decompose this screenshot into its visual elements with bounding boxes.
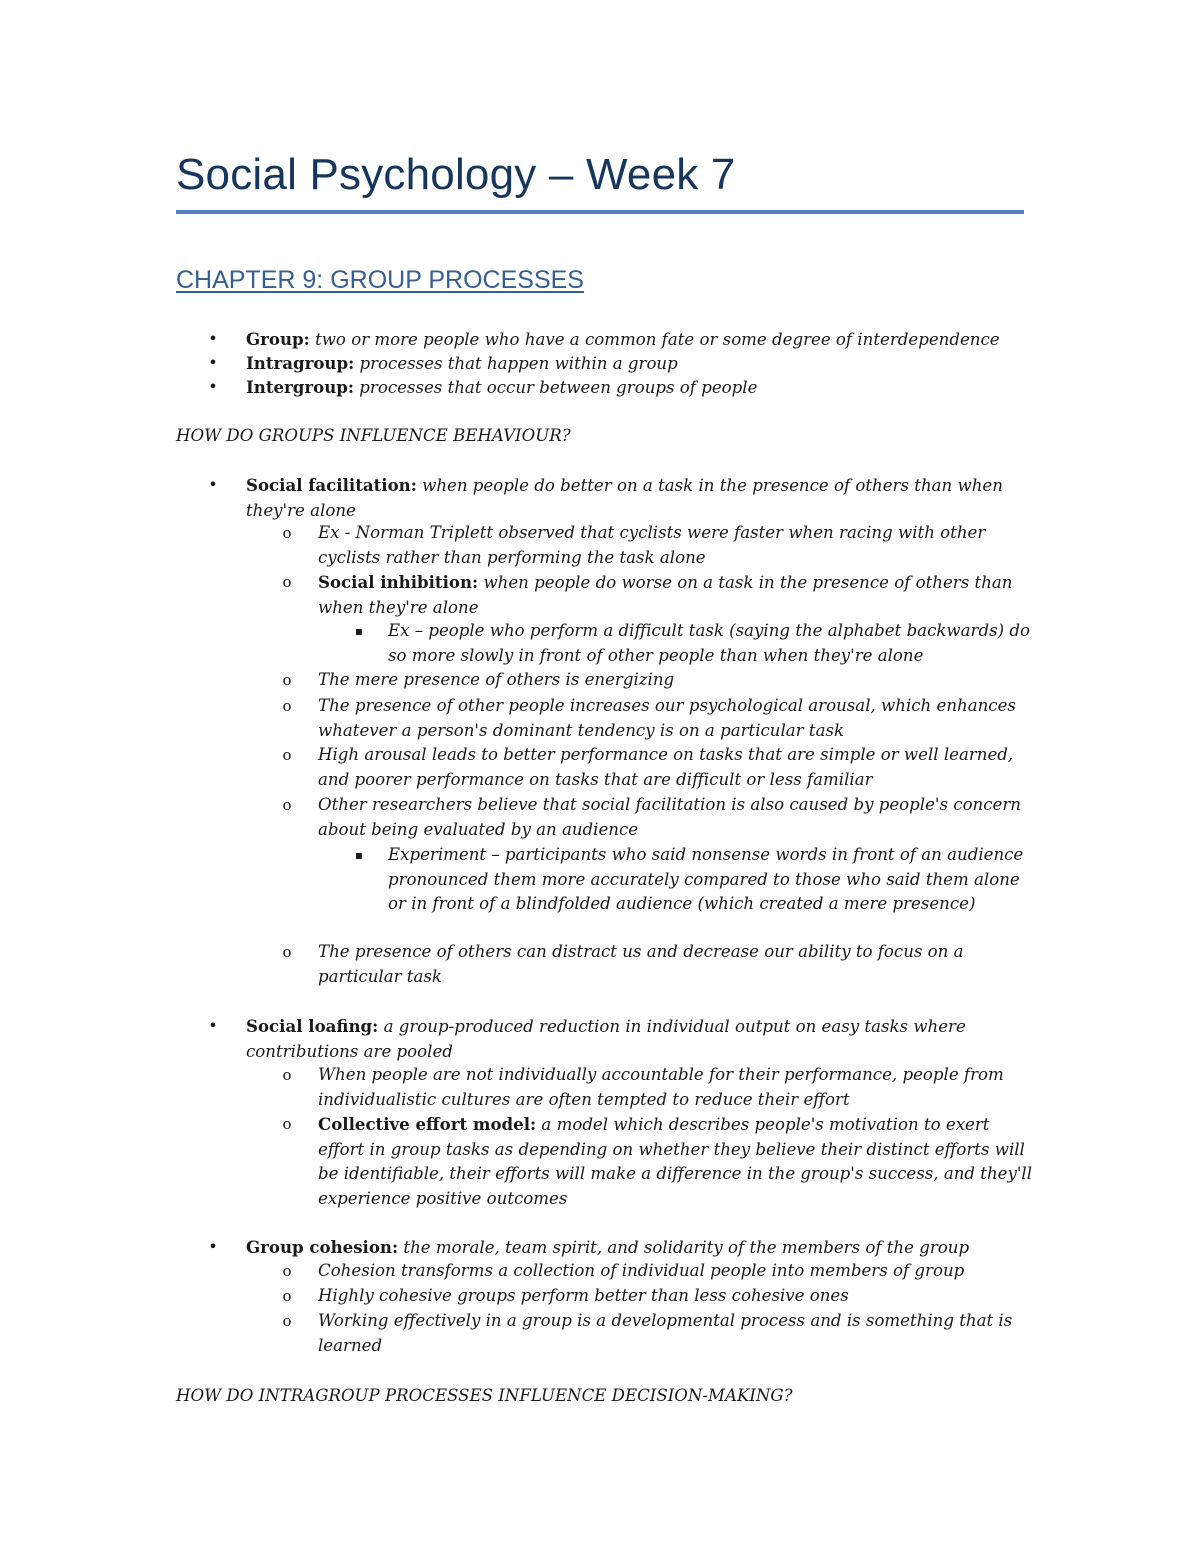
- section-question: HOW DO GROUPS INFLUENCE BEHAVIOUR?: [176, 426, 571, 445]
- sub-item-text: Cohesion transforms a collection of individual people into members of group: [318, 1261, 965, 1280]
- sub-bullet-marker: o: [282, 746, 292, 764]
- sub-item-text: Ex - Norman Triplett observed that cyclists were faster when racing with other cyclists rather than performing the task alone: [318, 523, 986, 567]
- sub-list-item: [282, 570, 1038, 620]
- term-label: Social facilitation:: [246, 475, 417, 495]
- bullet-marker: •: [208, 377, 218, 396]
- sub-list-item: [282, 743, 1038, 792]
- sub-sub-list-item: [354, 843, 1038, 917]
- chapter-heading: CHAPTER 9: GROUP PROCESSES: [176, 266, 584, 294]
- term-label: Intragroup:: [246, 353, 355, 373]
- sub-item-text: High arousal leads to better performance on tasks that are simple or well learned, and poorer performance on tasks that are difficult or less familiar: [318, 745, 1014, 789]
- bullet-marker: •: [208, 353, 218, 372]
- term-label: Intergroup:: [246, 377, 354, 397]
- sub-list-item: [282, 1259, 1038, 1284]
- sub-bullet-marker: o: [282, 796, 292, 814]
- term-definition: when people do better on a task in the presence of others than when they're alone: [246, 476, 1003, 520]
- list-item: [208, 1014, 1036, 1064]
- sub-item-text: The presence of other people increases our psychological arousal, which enhances whatever a person's dominant tendency is on a particular task: [318, 696, 1016, 740]
- sub-bullet-marker: o: [282, 1287, 292, 1305]
- square-bullet-marker: ▪: [354, 624, 364, 638]
- section-question: HOW DO INTRAGROUP PROCESSES INFLUENCE DECISION-MAKING?: [176, 1386, 793, 1405]
- sub-item-text: Highly cohesive groups perform better than less cohesive ones: [318, 1286, 849, 1305]
- term-label: Social inhibition:: [318, 572, 479, 592]
- list-item: [208, 473, 1036, 523]
- sub-bullet-marker: o: [282, 671, 292, 689]
- bullet-marker: •: [208, 1237, 218, 1256]
- sub-list-item: [282, 668, 1038, 693]
- term-label: Social loafing:: [246, 1016, 379, 1036]
- term-definition: processes that happen within a group: [359, 354, 678, 373]
- sub-item-text: Other researchers believe that social facilitation is also caused by people's concern about being evaluated by an audience: [318, 795, 1021, 839]
- sub-list-item: [282, 793, 1038, 842]
- sub-sub-list-item: [354, 619, 1038, 668]
- sub-item-text: Working effectively in a group is a developmental process and is something that is learned: [318, 1311, 1013, 1355]
- sub-bullet-marker: o: [282, 1115, 292, 1133]
- bullet-marker: •: [208, 475, 218, 494]
- sub-bullet-marker: o: [282, 697, 292, 715]
- sub-item-text: Experiment – participants who said nonsense words in front of an audience pronounced them more accurately compared to those who said them alone or in front of a blindfolded audience (which created a mere presence): [388, 845, 1024, 913]
- sub-bullet-marker: o: [282, 573, 292, 591]
- sub-item-text: The mere presence of others is energizing: [318, 670, 675, 689]
- term-label: Group cohesion:: [246, 1237, 399, 1257]
- term-definition: when people do worse on a task in the presence of others than when they're alone: [318, 573, 1013, 617]
- term-definition: two or more people who have a common fate or some degree of interdependence: [315, 330, 1000, 349]
- sub-list-item: [282, 521, 1038, 570]
- sub-item-text: Ex – people who perform a difficult task (saying the alphabet backwards) do so more slowly in front of other people than when they're alone: [388, 621, 1030, 665]
- list-item: [208, 375, 1036, 401]
- document-title: Social Psychology – Week 7: [176, 150, 736, 199]
- sub-item-text: The presence of others can distract us and decrease our ability to focus on a particular task: [318, 942, 964, 986]
- sub-list-item: [282, 1112, 1038, 1211]
- sub-list-item: [282, 1309, 1038, 1358]
- sub-bullet-marker: o: [282, 943, 292, 961]
- bullet-marker: •: [208, 1016, 218, 1035]
- sub-item-text: When people are not individually accountable for their performance, people from individualistic cultures are often tempted to reduce their effort: [318, 1065, 1004, 1109]
- sub-bullet-marker: o: [282, 1066, 292, 1084]
- square-bullet-marker: ▪: [354, 848, 364, 862]
- list-item: [208, 327, 1036, 353]
- sub-list-item: [282, 1063, 1038, 1112]
- term-definition: a group-produced reduction in individual output on easy tasks where contributions are pooled: [246, 1017, 966, 1061]
- list-item: [208, 1235, 1036, 1261]
- title-divider: [176, 210, 1024, 214]
- list-item: [208, 351, 1036, 377]
- term-definition: the morale, team spirit, and solidarity of the members of the group: [403, 1238, 970, 1257]
- term-definition: processes that occur between groups of people: [359, 378, 758, 397]
- bullet-marker: •: [208, 329, 218, 348]
- sub-list-item: [282, 1284, 1038, 1309]
- sub-bullet-marker: o: [282, 524, 292, 542]
- sub-bullet-marker: o: [282, 1312, 292, 1330]
- term-label: Collective effort model:: [318, 1114, 537, 1134]
- sub-bullet-marker: o: [282, 1262, 292, 1280]
- sub-list-item: [282, 940, 1038, 989]
- sub-list-item: [282, 694, 1038, 743]
- term-label: Group:: [246, 329, 310, 349]
- term-definition: a model which describes people's motivation to exert effort in group tasks as depending on whether they believe their distinct efforts will be identifiable, their efforts will make a difference in the group's success, and they'll experience positive outcomes: [318, 1115, 1033, 1208]
